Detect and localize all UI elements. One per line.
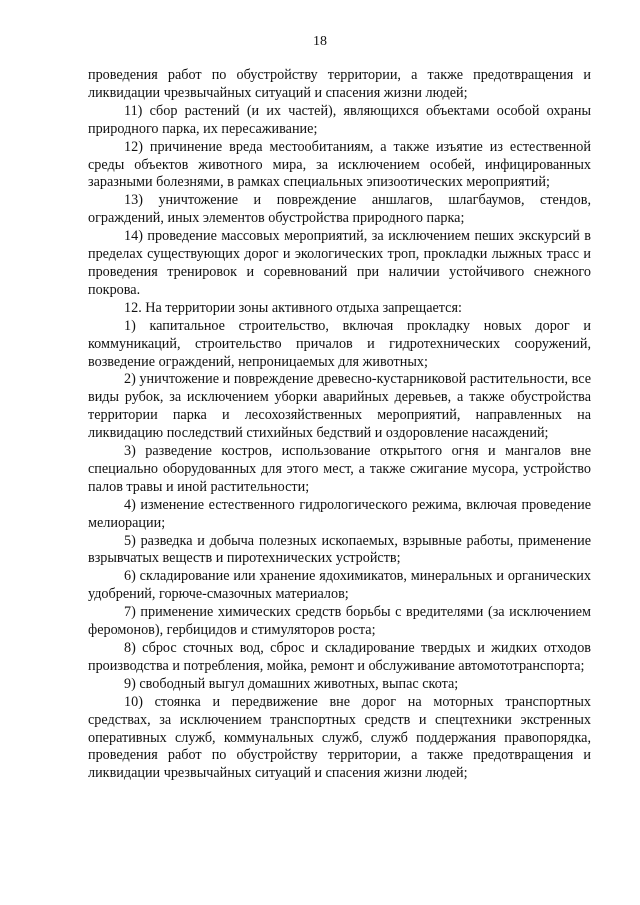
paragraph: 6) складирование или хранение ядохимикатов, минеральных и органических удобрений, горюче-смазочных материалов; [88,568,591,603]
paragraph: 2) уничтожение и повреждение древесно-кустарниковой растительности, все виды рубок, за исключением уборки аварийных деревьев, а также обустройства территории парка и лесохозяйственных мероприятий, направленных на ликвидацию последствий стихийных бедствий и оздоровление насаждений; [88,371,591,442]
paragraph: 11) сбор растений (и их частей), являющихся объектами особой охраны природного парка, их пересаживание; [88,102,591,137]
paragraph: 1) капитальное строительство, включая прокладку новых дорог и коммуникаций, строительство причалов и гидротехнических сооружений, возведение ограждений, непроницаемых для животных; [88,317,591,370]
page-number: 18 [313,34,327,49]
paragraph: 12) причинение вреда местообитаниям, а также изъятие из естественной среды объектов животного мира, за исключением особей, инфицированных заразными болезнями, в рамках специальных эпизоотических мероприятий; [88,138,591,191]
paragraph: 7) применение химических средств борьбы с вредителями (за исключением феромонов), гербицидов и стимуляторов роста; [88,604,591,639]
paragraph: 14) проведение массовых мероприятий, за исключением пеших экскурсий в пределах существующих дорог и экологических троп, прокладки лыжных трасс и проведения тренировок и соревнований при наличии устойчивого снежного покрова. [88,228,591,298]
paragraph: 5) разведка и добыча полезных ископаемых, взрывные работы, применение взрывчатых веществ и пиротехнических устройств; [88,532,591,567]
paragraph: 13) уничтожение и повреждение аншлагов, шлагбаумов, стендов, ограждений, иных элементов обустройства природного парка; [88,192,591,227]
paragraph: 8) сброс сточных вод, сброс и складирование твердых и жидких отходов производства и потребления, мойка, ремонт и обслуживание автомототранспорта; [88,640,591,674]
paragraph: 4) изменение естественного гидрологического режима, включая проведение мелиорации; [88,496,591,531]
paragraph: 10) стоянка и передвижение вне дорог на моторных транспортных средствах, за исключением транспортных средств и спецтехники экстренных оперативных служб, коммунальных служб, служб поддержания правопорядка, проведения работ по обустройству территории, а также предотвращения и ликвидации чрезвычайных ситуаций и спасения жизни людей; [88,693,591,782]
paragraph: проведения работ по обустройству территории, а также предотвращения и ликвидации чрезвычайных ситуаций и спасения жизни людей; [88,67,591,101]
paragraph: 9) свободный выгул домашних животных, выпас скота; [124,675,459,692]
section-heading: 12. На территории зоны активного отдыха запрещается: [124,299,462,316]
document-body [88,67,591,783]
paragraph: 3) разведение костров, использование открытого огня и мангалов вне специально оборудованных для этого мест, а также сжигание мусора, устройство палов травы и иной растительности; [88,443,591,495]
